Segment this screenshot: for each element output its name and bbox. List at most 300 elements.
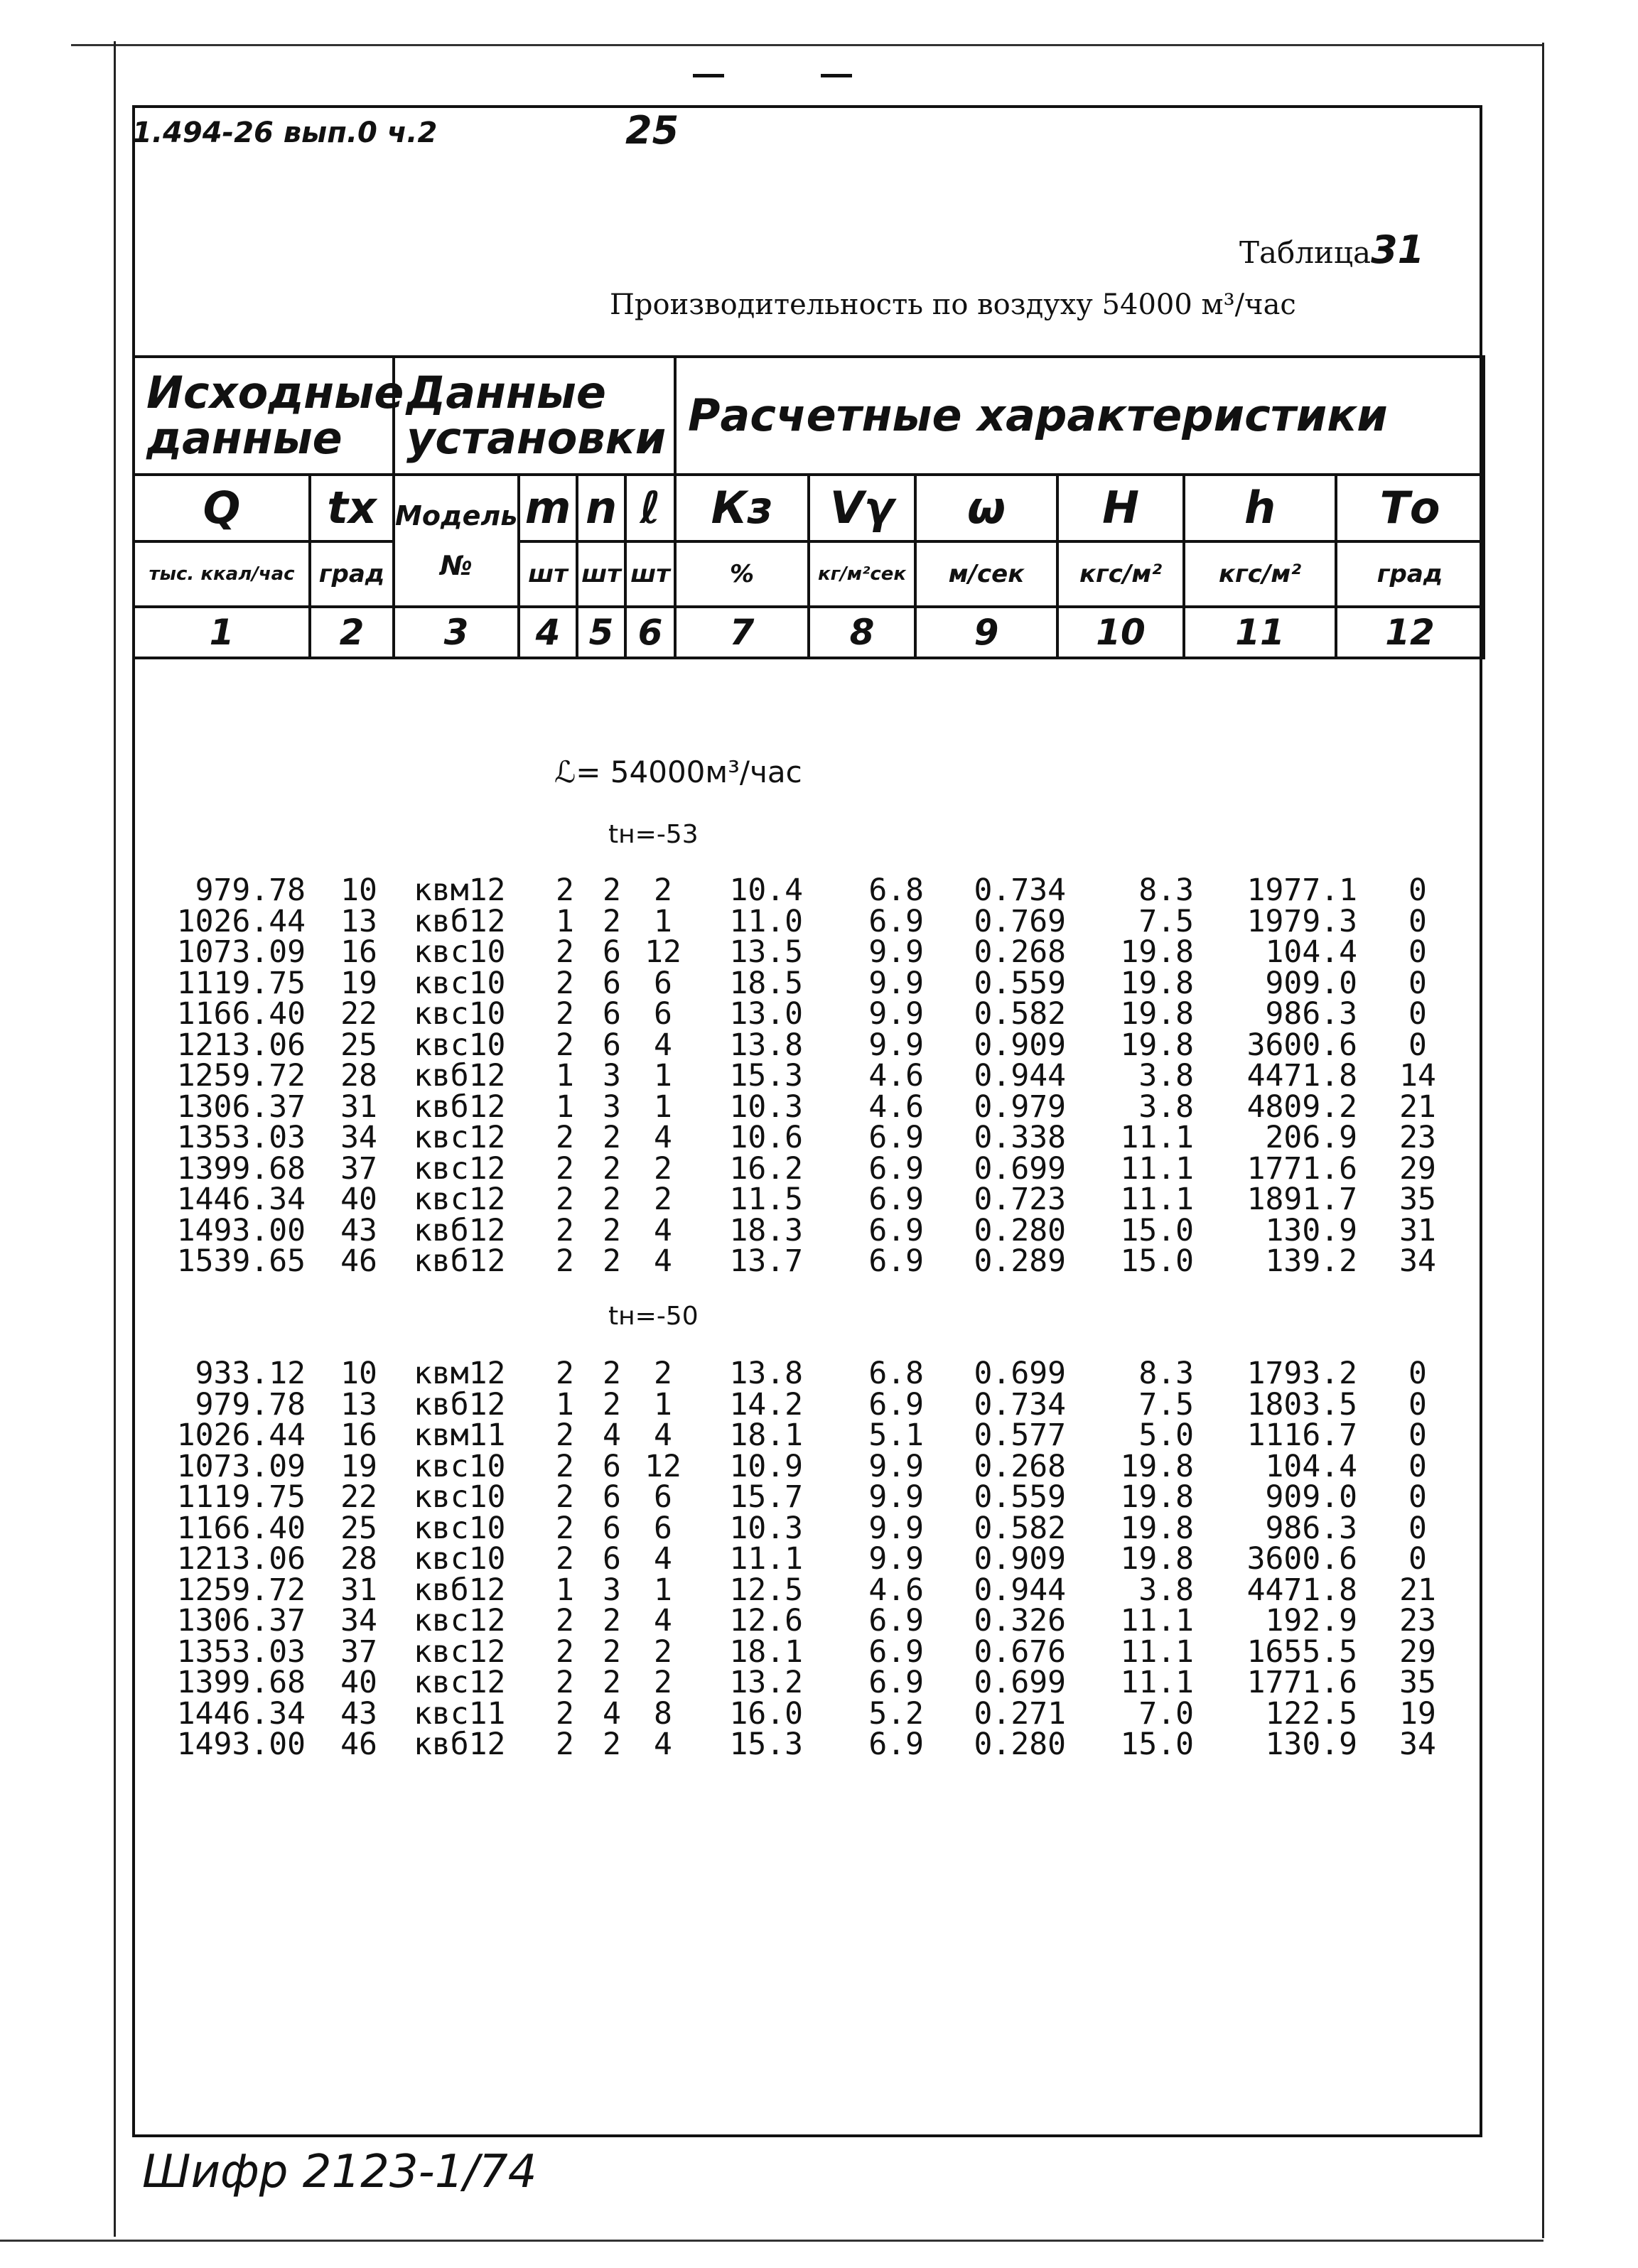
cell-to: 35 bbox=[1399, 1665, 1436, 1700]
cell-n: 3 bbox=[603, 1089, 621, 1125]
cell-kz: 12.5 bbox=[729, 1572, 803, 1608]
cell-n: 2 bbox=[603, 1150, 621, 1187]
cell-q: 1353.03 bbox=[176, 1634, 306, 1670]
cell-model: квб12 bbox=[414, 1212, 506, 1248]
cell-model: квс10 bbox=[414, 934, 506, 970]
cell-H: 19.8 bbox=[1120, 1448, 1194, 1484]
cell-kz: 13.8 bbox=[729, 1356, 803, 1391]
cell-to: 0 bbox=[1408, 965, 1427, 1001]
cell-to: 29 bbox=[1399, 1150, 1436, 1187]
col-unit-n: шт bbox=[577, 541, 625, 607]
cell-n: 2 bbox=[603, 1603, 621, 1638]
cell-omega: 0.280 bbox=[974, 1727, 1066, 1762]
cell-tx: 10 bbox=[340, 1356, 377, 1391]
cell-h: 130.9 bbox=[1265, 1727, 1357, 1762]
cell-kz: 13.0 bbox=[729, 996, 803, 1032]
cell-h: 1979.3 bbox=[1246, 903, 1357, 939]
cell-m: 2 bbox=[556, 873, 574, 908]
cell-omega: 0.559 bbox=[974, 1479, 1066, 1515]
cell-kz: 13.5 bbox=[729, 934, 803, 970]
cell-kz: 16.0 bbox=[729, 1695, 803, 1732]
col-unit-l: шт bbox=[625, 541, 675, 607]
cell-n: 2 bbox=[603, 1665, 621, 1700]
cell-kz: 13.7 bbox=[729, 1243, 803, 1279]
col-symbol-h: h bbox=[1184, 475, 1336, 541]
cell-H: 5.0 bbox=[1138, 1418, 1194, 1453]
cell-H: 7.5 bbox=[1138, 1386, 1194, 1422]
cell-m: 2 bbox=[556, 1695, 574, 1732]
cell-H: 8.3 bbox=[1138, 873, 1194, 908]
col-num-1: 1 bbox=[134, 607, 310, 658]
cell-l: 4 bbox=[654, 1027, 672, 1063]
cell-n: 2 bbox=[603, 1386, 621, 1422]
col-unit-omega: м/сек bbox=[915, 541, 1057, 607]
cell-l: 4 bbox=[654, 1603, 672, 1638]
cell-l: 1 bbox=[654, 903, 672, 939]
cell-tx: 16 bbox=[340, 1418, 377, 1453]
cell-H: 7.5 bbox=[1138, 903, 1194, 939]
cell-q: 1213.06 bbox=[176, 1541, 306, 1577]
cell-l: 2 bbox=[654, 1665, 672, 1700]
cell-H: 11.1 bbox=[1120, 1182, 1194, 1217]
table-number: 31 bbox=[1371, 227, 1425, 272]
cell-kz: 18.1 bbox=[729, 1634, 803, 1670]
footer-code: Шифр 2123-1/74 bbox=[142, 2146, 537, 2198]
cell-n: 3 bbox=[603, 1058, 621, 1094]
cell-H: 15.0 bbox=[1120, 1727, 1194, 1762]
cell-n: 6 bbox=[603, 934, 621, 970]
cell-model: квс10 bbox=[414, 1541, 506, 1577]
cell-q: 1026.44 bbox=[176, 903, 306, 939]
cell-H: 19.8 bbox=[1120, 1027, 1194, 1063]
cell-tx: 34 bbox=[340, 1120, 377, 1155]
cell-tx: 31 bbox=[340, 1089, 377, 1125]
cell-tx: 43 bbox=[340, 1695, 377, 1732]
cell-model: квс12 bbox=[414, 1150, 506, 1187]
cell-h: 139.2 bbox=[1265, 1243, 1357, 1279]
cell-q: 1446.34 bbox=[176, 1182, 306, 1217]
cell-q: 1073.09 bbox=[176, 934, 306, 970]
cell-l: 6 bbox=[654, 965, 672, 1001]
col-symbol-n: n bbox=[577, 475, 625, 541]
cell-n: 2 bbox=[603, 1243, 621, 1279]
cell-tx: 22 bbox=[340, 1479, 377, 1515]
table-row bbox=[0, 965, 1492, 1001]
cell-omega: 0.699 bbox=[974, 1150, 1066, 1187]
cell-m: 2 bbox=[556, 1182, 574, 1217]
cell-m: 2 bbox=[556, 1727, 574, 1762]
cell-l: 6 bbox=[654, 1479, 672, 1515]
cell-tx: 28 bbox=[340, 1058, 377, 1094]
table-row bbox=[0, 1541, 1492, 1577]
cell-q: 1493.00 bbox=[176, 1212, 306, 1248]
cell-H: 8.3 bbox=[1138, 1356, 1194, 1391]
cell-omega: 0.268 bbox=[974, 1448, 1066, 1484]
cell-model: квс12 bbox=[414, 1182, 506, 1217]
cell-l: 4 bbox=[654, 1212, 672, 1248]
cell-q: 979.78 bbox=[195, 1386, 306, 1422]
cell-q: 1493.00 bbox=[176, 1727, 306, 1762]
cell-n: 6 bbox=[603, 1479, 621, 1515]
sheet-top-line bbox=[71, 44, 1542, 46]
cell-n: 2 bbox=[603, 1634, 621, 1670]
table-row bbox=[0, 1695, 1492, 1732]
col-symbol-m: m bbox=[519, 475, 577, 541]
cell-q: 1539.65 bbox=[176, 1243, 306, 1279]
cell-h: 3600.6 bbox=[1246, 1541, 1357, 1577]
table-row bbox=[0, 1182, 1492, 1217]
cell-to: 0 bbox=[1408, 1356, 1427, 1391]
cell-tx: 37 bbox=[340, 1634, 377, 1670]
cell-l: 4 bbox=[654, 1727, 672, 1762]
cell-H: 11.1 bbox=[1120, 1665, 1194, 1700]
cell-m: 2 bbox=[556, 1418, 574, 1453]
airflow-formula: ℒ= 54000м³/час bbox=[554, 755, 802, 789]
cell-to: 31 bbox=[1399, 1212, 1436, 1248]
col-num-10: 10 bbox=[1057, 607, 1184, 658]
cell-q: 1166.40 bbox=[176, 996, 306, 1032]
top-dash-left bbox=[693, 74, 724, 77]
col-num-5: 5 bbox=[577, 607, 625, 658]
cell-vg: 6.9 bbox=[868, 1386, 924, 1422]
cell-m: 2 bbox=[556, 1356, 574, 1391]
cell-n: 2 bbox=[603, 873, 621, 908]
cell-H: 3.8 bbox=[1138, 1572, 1194, 1608]
cell-tx: 40 bbox=[340, 1665, 377, 1700]
col-symbol-q: Q bbox=[134, 475, 310, 541]
cell-m: 1 bbox=[556, 1089, 574, 1125]
section-label-53: tн=-53 bbox=[608, 820, 699, 849]
cell-to: 0 bbox=[1408, 903, 1427, 939]
cell-h: 4809.2 bbox=[1246, 1089, 1357, 1125]
cell-kz: 15.3 bbox=[729, 1727, 803, 1762]
cell-H: 3.8 bbox=[1138, 1058, 1194, 1094]
cell-omega: 0.734 bbox=[974, 1386, 1066, 1422]
header-table bbox=[132, 355, 1485, 659]
cell-l: 1 bbox=[654, 1572, 672, 1608]
cell-l: 2 bbox=[654, 873, 672, 908]
cell-n: 6 bbox=[603, 1027, 621, 1063]
cell-vg: 6.9 bbox=[868, 1182, 924, 1217]
cell-q: 1446.34 bbox=[176, 1695, 306, 1732]
cell-tx: 31 bbox=[340, 1572, 377, 1608]
col-unit-H: кгс/м² bbox=[1057, 541, 1184, 607]
col-unit-h: кгс/м² bbox=[1184, 541, 1336, 607]
cell-omega: 0.944 bbox=[974, 1058, 1066, 1094]
cell-kz: 13.2 bbox=[729, 1665, 803, 1700]
cell-omega: 0.909 bbox=[974, 1541, 1066, 1577]
col-num-9: 9 bbox=[915, 607, 1057, 658]
cell-h: 986.3 bbox=[1265, 996, 1357, 1032]
cell-H: 19.8 bbox=[1120, 965, 1194, 1001]
cell-vg: 9.9 bbox=[868, 1541, 924, 1577]
cell-tx: 22 bbox=[340, 996, 377, 1032]
cell-to: 34 bbox=[1399, 1243, 1436, 1279]
cell-vg: 4.6 bbox=[868, 1058, 924, 1094]
cell-n: 6 bbox=[603, 1448, 621, 1484]
cell-m: 2 bbox=[556, 1541, 574, 1577]
cell-omega: 0.769 bbox=[974, 903, 1066, 939]
cell-vg: 6.9 bbox=[868, 1634, 924, 1670]
cell-to: 35 bbox=[1399, 1182, 1436, 1217]
col-num-12: 12 bbox=[1336, 607, 1484, 658]
cell-tx: 43 bbox=[340, 1212, 377, 1248]
cell-tx: 40 bbox=[340, 1182, 377, 1217]
cell-model: квб12 bbox=[414, 1386, 506, 1422]
cell-model: квс12 bbox=[414, 1665, 506, 1700]
cell-q: 1213.06 bbox=[176, 1027, 306, 1063]
cell-h: 206.9 bbox=[1265, 1120, 1357, 1155]
cell-to: 0 bbox=[1408, 996, 1427, 1032]
cell-model: квс10 bbox=[414, 1510, 506, 1546]
cell-m: 2 bbox=[556, 996, 574, 1032]
cell-H: 19.8 bbox=[1120, 1541, 1194, 1577]
cell-m: 2 bbox=[556, 934, 574, 970]
cell-omega: 0.676 bbox=[974, 1634, 1066, 1670]
cell-vg: 6.9 bbox=[868, 1727, 924, 1762]
table-row bbox=[0, 1510, 1492, 1546]
cell-omega: 0.909 bbox=[974, 1027, 1066, 1063]
col-symbol-l: ℓ bbox=[625, 475, 675, 541]
cell-l: 2 bbox=[654, 1634, 672, 1670]
cell-q: 1399.68 bbox=[176, 1665, 306, 1700]
cell-vg: 5.2 bbox=[868, 1695, 924, 1732]
cell-model: квб12 bbox=[414, 1572, 506, 1608]
cell-l: 12 bbox=[645, 1448, 681, 1484]
table-label bbox=[1239, 227, 1424, 272]
cell-to: 0 bbox=[1408, 1510, 1427, 1546]
cell-vg: 9.9 bbox=[868, 965, 924, 1001]
cell-to: 0 bbox=[1408, 1541, 1427, 1577]
cell-omega: 0.944 bbox=[974, 1572, 1066, 1608]
cell-tx: 37 bbox=[340, 1150, 377, 1187]
table-row bbox=[0, 1058, 1492, 1094]
cell-vg: 9.9 bbox=[868, 1448, 924, 1484]
cell-tx: 46 bbox=[340, 1727, 377, 1762]
table-row bbox=[0, 1603, 1492, 1638]
cell-vg: 9.9 bbox=[868, 934, 924, 970]
cell-to: 29 bbox=[1399, 1634, 1436, 1670]
cell-kz: 10.6 bbox=[729, 1120, 803, 1155]
cell-h: 4471.8 bbox=[1246, 1058, 1357, 1094]
group-initial-data: Исходные данные bbox=[134, 357, 394, 475]
cell-omega: 0.326 bbox=[974, 1603, 1066, 1638]
cell-omega: 0.280 bbox=[974, 1212, 1066, 1248]
cell-model: квб12 bbox=[414, 903, 506, 939]
cell-model: квб12 bbox=[414, 1243, 506, 1279]
cell-omega: 0.268 bbox=[974, 934, 1066, 970]
cell-l: 4 bbox=[654, 1120, 672, 1155]
cell-H: 3.8 bbox=[1138, 1089, 1194, 1125]
cell-model: квс12 bbox=[414, 1120, 506, 1155]
cell-m: 2 bbox=[556, 1479, 574, 1515]
cell-omega: 0.723 bbox=[974, 1182, 1066, 1217]
cell-kz: 10.3 bbox=[729, 1089, 803, 1125]
cell-m: 2 bbox=[556, 1665, 574, 1700]
cell-q: 1399.68 bbox=[176, 1150, 306, 1187]
cell-l: 1 bbox=[654, 1386, 672, 1422]
col-num-3: 3 bbox=[394, 607, 519, 658]
col-num-2: 2 bbox=[310, 607, 394, 658]
col-num-4: 4 bbox=[519, 607, 577, 658]
cell-tx: 19 bbox=[340, 965, 377, 1001]
cell-n: 6 bbox=[603, 1541, 621, 1577]
cell-tx: 16 bbox=[340, 934, 377, 970]
cell-l: 4 bbox=[654, 1418, 672, 1453]
cell-h: 986.3 bbox=[1265, 1510, 1357, 1546]
cell-h: 104.4 bbox=[1265, 1448, 1357, 1484]
cell-l: 2 bbox=[654, 1182, 672, 1217]
cell-kz: 18.1 bbox=[729, 1418, 803, 1453]
sheet-right-line bbox=[1542, 43, 1544, 2238]
cell-vg: 5.1 bbox=[868, 1418, 924, 1453]
cell-H: 19.8 bbox=[1120, 934, 1194, 970]
cell-h: 104.4 bbox=[1265, 934, 1357, 970]
cell-tx: 13 bbox=[340, 1386, 377, 1422]
cell-kz: 14.2 bbox=[729, 1386, 803, 1422]
col-symbol-tx: tх bbox=[310, 475, 394, 541]
cell-kz: 11.0 bbox=[729, 903, 803, 939]
cell-kz: 11.5 bbox=[729, 1182, 803, 1217]
cell-model: квс10 bbox=[414, 1448, 506, 1484]
col-num-6: 6 bbox=[625, 607, 675, 658]
cell-H: 11.1 bbox=[1120, 1150, 1194, 1187]
cell-to: 14 bbox=[1399, 1058, 1436, 1094]
table-row bbox=[0, 934, 1492, 970]
cell-m: 2 bbox=[556, 1120, 574, 1155]
cell-n: 2 bbox=[603, 1356, 621, 1391]
cell-to: 0 bbox=[1408, 1418, 1427, 1453]
cell-m: 1 bbox=[556, 903, 574, 939]
cell-model: квс11 bbox=[414, 1695, 506, 1732]
cell-kz: 10.9 bbox=[729, 1448, 803, 1484]
cell-omega: 0.582 bbox=[974, 996, 1066, 1032]
cell-omega: 0.577 bbox=[974, 1418, 1066, 1453]
cell-kz: 16.2 bbox=[729, 1150, 803, 1187]
cell-n: 2 bbox=[603, 903, 621, 939]
cell-m: 2 bbox=[556, 1212, 574, 1248]
cell-n: 6 bbox=[603, 1510, 621, 1546]
cell-H: 15.0 bbox=[1120, 1243, 1194, 1279]
cell-to: 23 bbox=[1399, 1120, 1436, 1155]
cell-q: 1259.72 bbox=[176, 1058, 306, 1094]
table-title: Производительность по воздуху 54000 м³/час bbox=[610, 288, 1296, 321]
cell-l: 6 bbox=[654, 996, 672, 1032]
cell-q: 1026.44 bbox=[176, 1418, 306, 1453]
cell-to: 21 bbox=[1399, 1572, 1436, 1608]
cell-tx: 25 bbox=[340, 1027, 377, 1063]
cell-l: 4 bbox=[654, 1541, 672, 1577]
cell-h: 4471.8 bbox=[1246, 1572, 1357, 1608]
cell-vg: 6.9 bbox=[868, 1243, 924, 1279]
cell-omega: 0.559 bbox=[974, 965, 1066, 1001]
cell-l: 8 bbox=[654, 1695, 672, 1732]
col-symbol-omega: ω bbox=[915, 475, 1057, 541]
group-calc-characteristics: Расчетные характеристики bbox=[675, 357, 1484, 475]
cell-vg: 6.9 bbox=[868, 1150, 924, 1187]
cell-model: квб12 bbox=[414, 1727, 506, 1762]
cell-h: 909.0 bbox=[1265, 1479, 1357, 1515]
cell-h: 909.0 bbox=[1265, 965, 1357, 1001]
col-symbol-vg: Vγ bbox=[809, 475, 915, 541]
cell-l: 2 bbox=[654, 1356, 672, 1391]
cell-l: 6 bbox=[654, 1510, 672, 1546]
cell-omega: 0.734 bbox=[974, 873, 1066, 908]
cell-H: 11.1 bbox=[1120, 1634, 1194, 1670]
cell-to: 0 bbox=[1408, 1479, 1427, 1515]
top-dash-right bbox=[821, 74, 852, 77]
cell-H: 19.8 bbox=[1120, 1479, 1194, 1515]
col-unit-vg: кг/м²сек bbox=[809, 541, 915, 607]
cell-q: 1119.75 bbox=[176, 965, 306, 1001]
cell-model: квс12 bbox=[414, 1634, 506, 1670]
cell-omega: 0.582 bbox=[974, 1510, 1066, 1546]
cell-to: 34 bbox=[1399, 1727, 1436, 1762]
cell-to: 0 bbox=[1408, 934, 1427, 970]
cell-vg: 6.9 bbox=[868, 1212, 924, 1248]
cell-n: 2 bbox=[603, 1120, 621, 1155]
cell-m: 2 bbox=[556, 1603, 574, 1638]
cell-H: 19.8 bbox=[1120, 1510, 1194, 1546]
table-row bbox=[0, 1727, 1492, 1762]
col-num-8: 8 bbox=[809, 607, 915, 658]
cell-n: 4 bbox=[603, 1418, 621, 1453]
cell-kz: 15.7 bbox=[729, 1479, 803, 1515]
cell-l: 1 bbox=[654, 1058, 672, 1094]
table-row bbox=[0, 1634, 1492, 1670]
cell-vg: 9.9 bbox=[868, 1510, 924, 1546]
cell-tx: 25 bbox=[340, 1510, 377, 1546]
table-row bbox=[0, 1212, 1492, 1248]
cell-h: 3600.6 bbox=[1246, 1027, 1357, 1063]
cell-q: 979.78 bbox=[195, 873, 306, 908]
table-row bbox=[0, 996, 1492, 1032]
cell-kz: 12.6 bbox=[729, 1603, 803, 1638]
cell-h: 130.9 bbox=[1265, 1212, 1357, 1248]
cell-q: 1166.40 bbox=[176, 1510, 306, 1546]
cell-tx: 13 bbox=[340, 903, 377, 939]
cell-n: 2 bbox=[603, 1212, 621, 1248]
cell-vg: 4.6 bbox=[868, 1089, 924, 1125]
cell-vg: 4.6 bbox=[868, 1572, 924, 1608]
col-unit-tx: град bbox=[310, 541, 394, 607]
cell-m: 2 bbox=[556, 1634, 574, 1670]
cell-h: 1655.5 bbox=[1246, 1634, 1357, 1670]
cell-to: 0 bbox=[1408, 1448, 1427, 1484]
cell-omega: 0.338 bbox=[974, 1120, 1066, 1155]
cell-kz: 11.1 bbox=[729, 1541, 803, 1577]
cell-n: 3 bbox=[603, 1572, 621, 1608]
col-symbol-H: H bbox=[1057, 475, 1184, 541]
cell-model: квм11 bbox=[414, 1418, 506, 1453]
cell-kz: 10.3 bbox=[729, 1510, 803, 1546]
cell-m: 1 bbox=[556, 1386, 574, 1422]
cell-to: 0 bbox=[1408, 1027, 1427, 1063]
cell-h: 122.5 bbox=[1265, 1695, 1357, 1732]
cell-q: 1259.72 bbox=[176, 1572, 306, 1608]
cell-H: 11.1 bbox=[1120, 1120, 1194, 1155]
cell-h: 1771.6 bbox=[1246, 1150, 1357, 1187]
cell-tx: 34 bbox=[340, 1603, 377, 1638]
cell-m: 1 bbox=[556, 1058, 574, 1094]
col-num-7: 7 bbox=[675, 607, 809, 658]
table-row bbox=[0, 903, 1492, 939]
cell-h: 1771.6 bbox=[1246, 1665, 1357, 1700]
cell-to: 19 bbox=[1399, 1695, 1436, 1732]
cell-H: 11.1 bbox=[1120, 1603, 1194, 1638]
table-row bbox=[0, 1120, 1492, 1155]
page-number: 25 bbox=[625, 108, 679, 153]
